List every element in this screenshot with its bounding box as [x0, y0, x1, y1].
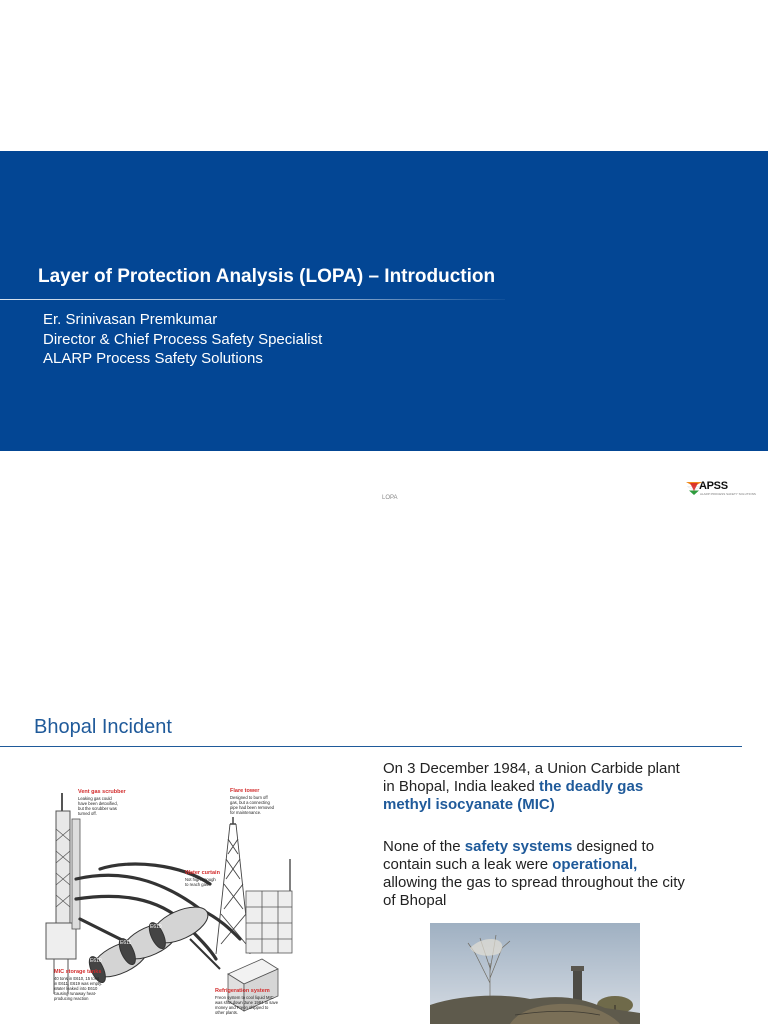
mic-desc-line-1: 40 tons in E610, 15 tons	[54, 976, 100, 981]
tank-e610-label: E610	[90, 958, 102, 964]
safety-systems-note	[383, 838, 693, 910]
fridge-desc-line-4: other plants.	[215, 1010, 239, 1015]
bhopal-site-photo	[430, 923, 640, 1024]
mic-tanks-label: MIC storage tanks	[54, 969, 102, 975]
process-building	[246, 859, 292, 953]
mic-desc-line-4: causing runaway heat-	[54, 991, 97, 996]
title-banner	[0, 151, 768, 451]
flare-desc-line-2: gas, but a connecting	[230, 800, 270, 805]
refrigeration-label: Refrigeration system	[215, 988, 270, 994]
tank-e619-label: E619	[150, 924, 162, 930]
vent-desc-line-1: Leaking gas could	[78, 796, 112, 801]
author-role: Director & Chief Process Safety Specialist	[43, 330, 323, 348]
flare-desc-line-1: Designed to burn off	[230, 795, 268, 800]
presentation-title: Layer of Protection Analysis (LOPA) – Introduction	[38, 266, 496, 287]
vent-desc-line-4: turned off.	[78, 811, 97, 816]
water-desc-line-1: Not high enough	[185, 877, 216, 882]
flare-desc-line-3: pipe had been removed	[230, 805, 275, 810]
title-divider	[0, 299, 505, 300]
photo-image	[430, 923, 640, 1024]
note-highlight-2: operational,	[552, 856, 638, 873]
flare-desc-line-4: for maintenance.	[230, 810, 262, 815]
bhopal-plant-diagram	[40, 779, 340, 1024]
author-company: ALARP Process Safety Solutions	[43, 350, 263, 367]
author-name: Er. Srinivasan Premkumar	[43, 311, 218, 328]
summary-text: On 3 December 1984, a Union Carbide plant in Bhopal, India leaked	[383, 760, 680, 795]
apss-logo	[686, 480, 756, 500]
mic-desc-line-2: in E611, E619 was empty.	[54, 981, 103, 986]
slide-title: Bhopal Incident	[34, 716, 172, 738]
logo-tagline: ALARP PROCESS SAFETY SOLUTIONS	[700, 492, 756, 496]
slide-title-divider	[0, 746, 742, 747]
note-part-1: None of the	[383, 838, 465, 855]
flare-tower-label: Flare tower	[230, 788, 260, 794]
mic-desc-line-5: producing reaction	[54, 996, 89, 1001]
tank-e611-label: E611	[120, 940, 132, 946]
water-curtain-label: Water curtain	[185, 870, 220, 876]
water-desc-line-2: to reach gas.	[185, 882, 210, 887]
fridge-desc-line-1: Freon system to cool liquid MIC	[215, 995, 274, 1000]
incident-summary	[383, 760, 693, 814]
vent-gas-scrubber	[46, 793, 80, 994]
vent-scrubber-label: Vent gas scrubber	[78, 789, 126, 795]
logo-text: APSS	[699, 480, 728, 492]
vent-desc-line-3: but the scrubber was	[78, 806, 117, 811]
author-block	[43, 310, 322, 369]
vent-desc-line-2: have been detoxified,	[78, 801, 118, 806]
fridge-desc-line-3: money and Freon shipped to	[215, 1005, 269, 1010]
footer-label: LOPA	[382, 495, 398, 501]
summary-highlight: the deadly gas methyl isocyanate (MIC)	[383, 778, 644, 813]
note-part-3: allowing the gas to spread throughout the city of Bhopal	[383, 874, 685, 909]
note-part-2: designed to contain such a leak were	[383, 838, 655, 873]
note-highlight-1: safety systems	[464, 838, 573, 855]
mic-desc-line-3: Water leaked into E610	[54, 986, 98, 991]
fridge-desc-line-2: was shut down June 1984 to save	[215, 1000, 279, 1005]
